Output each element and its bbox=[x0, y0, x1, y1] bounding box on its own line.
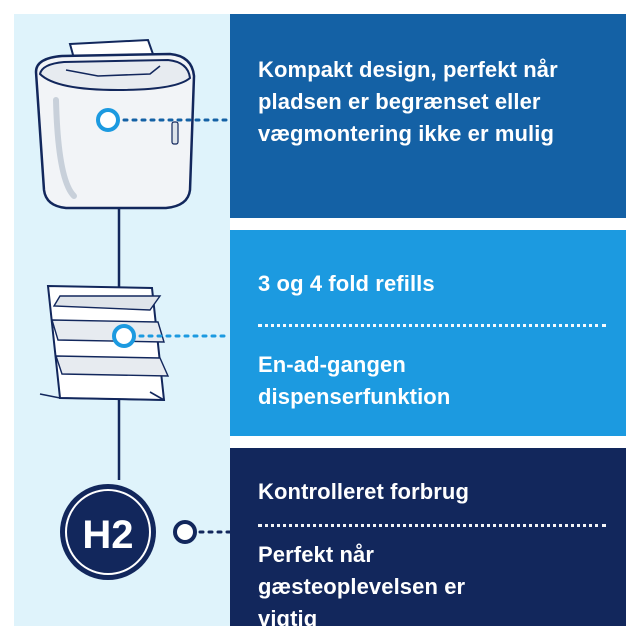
panel-separator bbox=[258, 324, 606, 327]
feature-panel-refills bbox=[230, 230, 626, 436]
h2-badge-label: H2 bbox=[82, 513, 134, 557]
dispenser-marker-icon bbox=[98, 110, 118, 130]
badge-marker-icon bbox=[175, 522, 195, 542]
feature-panel-design bbox=[230, 14, 626, 218]
feature-text-refills: 3 og 4 fold refills bbox=[258, 271, 435, 296]
feature-text-dispenser: En-ad-gangen dispenserfunktion bbox=[258, 352, 451, 409]
feature-text-design: Kompakt design, perfekt når pladsen er begrænset eller vægmontering ikke er mulig bbox=[258, 57, 558, 146]
folded-towel-illustration bbox=[40, 286, 168, 400]
dispenser-illustration bbox=[36, 40, 194, 208]
feature-text-usage: Kontrolleret forbrug bbox=[258, 479, 469, 504]
panel-separator bbox=[258, 524, 606, 527]
feature-text-experience: Perfekt når gæsteoplevelsen er vigtig bbox=[258, 542, 466, 631]
h2-badge bbox=[60, 484, 156, 580]
feature-panel-usage bbox=[230, 448, 626, 631]
towel-marker-icon bbox=[114, 326, 134, 346]
